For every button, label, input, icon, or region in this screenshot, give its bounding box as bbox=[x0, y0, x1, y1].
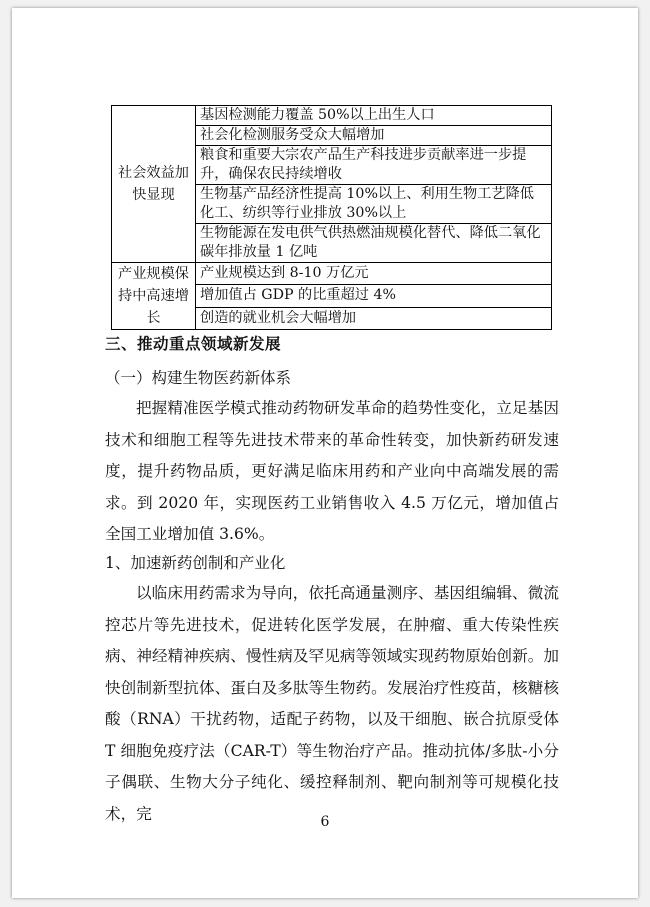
table-cell: 社会化检测服务受众大幅增加 bbox=[196, 126, 552, 146]
subsection-heading: （一）构建生物医药新体系 bbox=[105, 369, 292, 387]
item-heading: 1、加速新药创制和产业化 bbox=[105, 554, 286, 572]
table-cell: 生物基产品经济性提高 10%以上、利用生物工艺降低化工、纺织等行业排放 30%以上 bbox=[196, 185, 552, 224]
table-cell: 产业规模达到 8-10 万亿元 bbox=[196, 263, 552, 285]
table-cell: 增加值占 GDP 的比重超过 4% bbox=[196, 285, 552, 307]
category-cell: 产业规模保持中高速增长 bbox=[112, 263, 196, 330]
table-cell: 生物能源在发电供气供热燃油规模化替代、降低二氧化碳年排放量 1 亿吨 bbox=[196, 224, 552, 263]
body-paragraph: 把握精准医学模式推动药物研发革命的趋势性变化，立足基因技术和细胞工程等先进技术带来的革命性转变，加快新药研发速度，提升药物品质，更好满足临床用药和产业向中高端发展的需求。到 2020 年，实现医药工业销售收入 4.5 万亿元，增加值占全国工业增加值 3.6%。 bbox=[105, 399, 559, 543]
table-row bbox=[112, 106, 552, 126]
category-cell: 社会效益加快显现 bbox=[112, 106, 196, 263]
goals-table bbox=[111, 105, 552, 330]
page-number: 6 bbox=[320, 814, 330, 830]
document-page bbox=[12, 8, 638, 898]
body-paragraph: 以临床用药需求为导向，依托高通量测序、基因组编辑、微流控芯片等先进技术，促进转化医学发展，在肿瘤、重大传染性疾病、神经精神疾病、慢性病及罕见病等领域实现药物原始创新。加快创制新型抗体、蛋白及多肽等生物药。发展治疗性疫苗，核糖核酸（RNA）干扰药物，适配子药物，以及干细胞、嵌合抗原受体 T 细胞免疫疗法（CAR-T）等生物治疗产品。推动抗体/多肽-小分子偶联、生物大分子纯化、缓控释制剂、靶向制剂等可规模化技术，完 bbox=[105, 584, 559, 823]
table-cell: 基因检测能力覆盖 50%以上出生人口 bbox=[196, 106, 552, 126]
table-cell: 创造的就业机会大幅增加 bbox=[196, 307, 552, 329]
table-cell: 粮食和重要大宗农产品生产科技进步贡献率进一步提升，确保农民持续增收 bbox=[196, 146, 552, 185]
table-row bbox=[112, 263, 552, 285]
section-heading: 三、推动重点领域新发展 bbox=[105, 334, 282, 353]
